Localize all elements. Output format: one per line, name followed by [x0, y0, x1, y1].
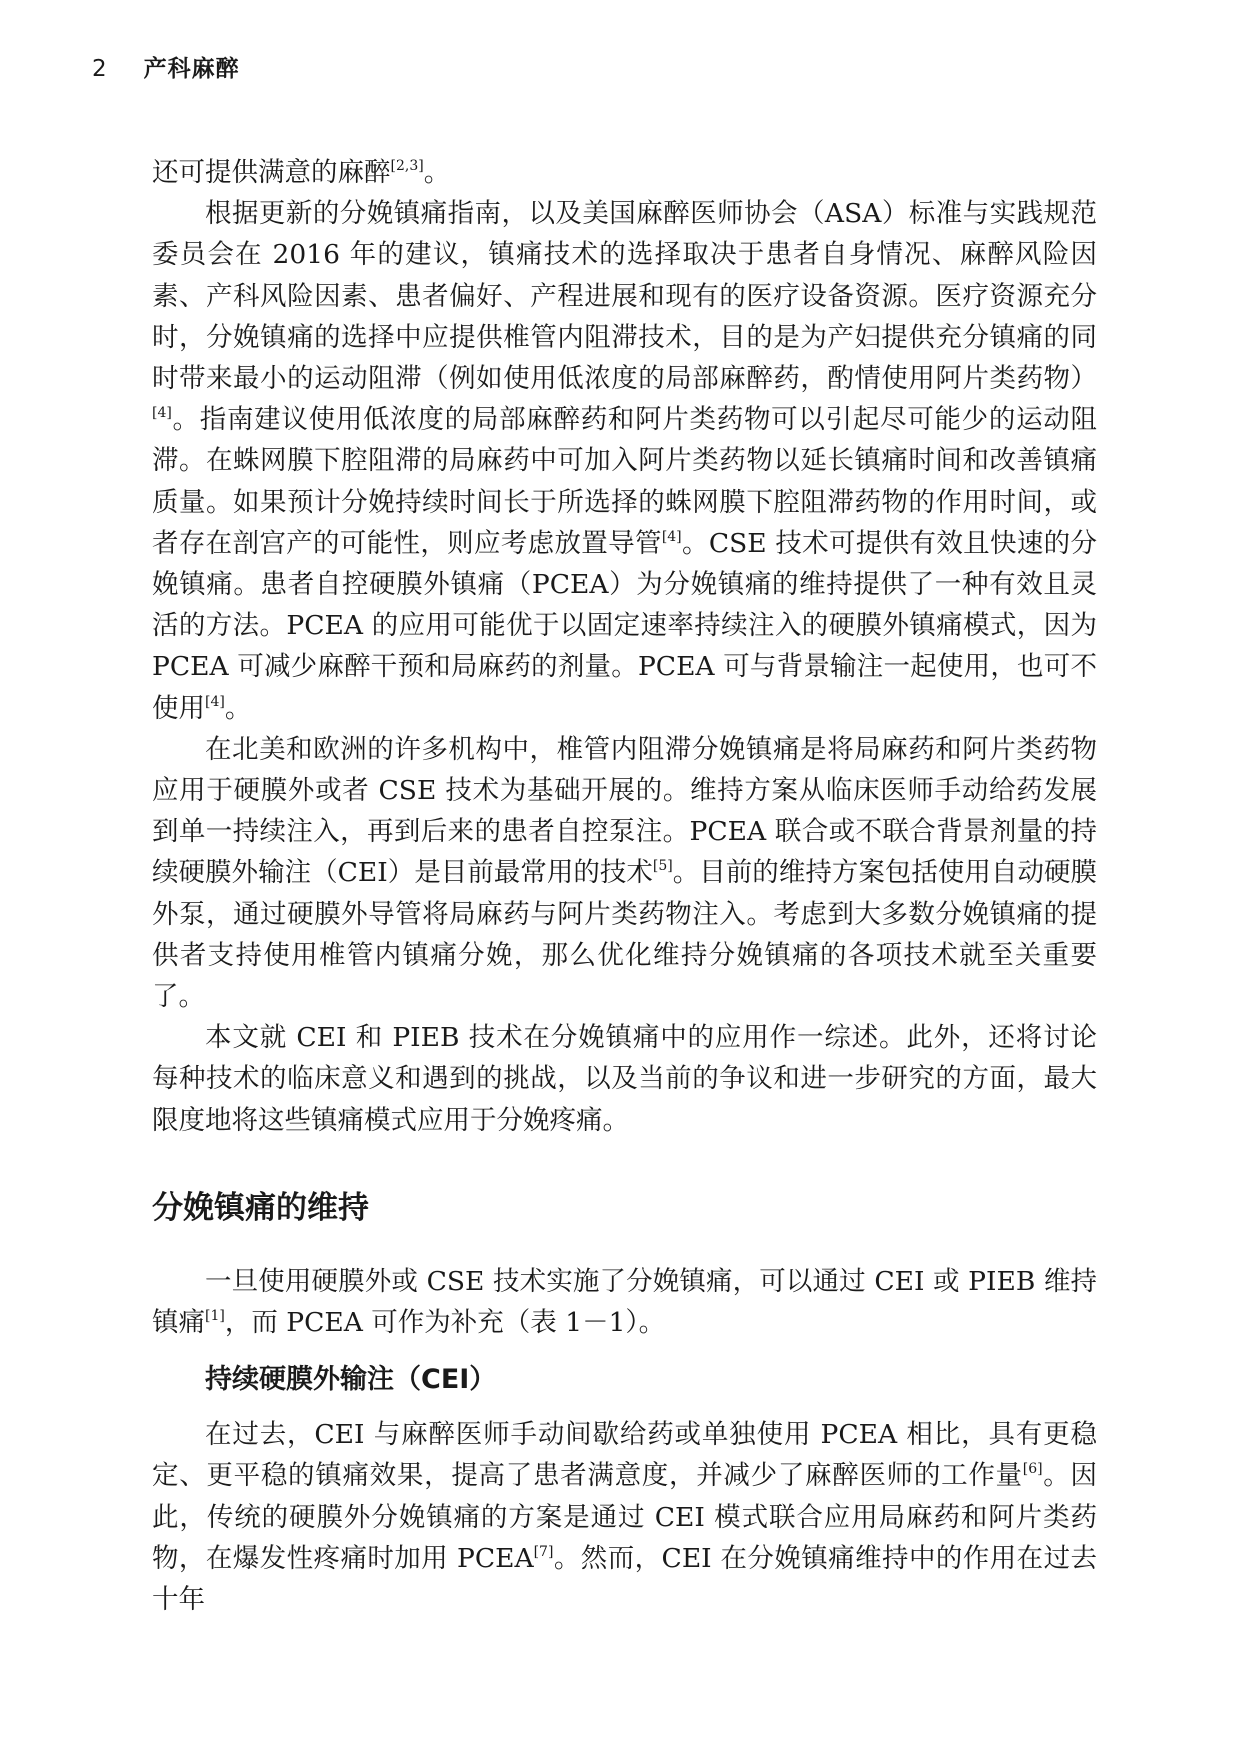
paragraph-text: ，而 PCEA 可作为补充（表 1－1）。 [224, 1307, 666, 1339]
citation-ref: [7] [533, 1543, 554, 1560]
paragraph-guidelines [152, 193, 1097, 729]
running-header [92, 50, 240, 83]
section-heading: 分娩镇痛的维持 [152, 1189, 369, 1226]
paragraph-overview [152, 1017, 1097, 1141]
paragraph-text: 。CSE 技术可提供有效且快速的分娩镇痛。患者自控硬膜外镇痛（PCEA）为分娩镇痛的维持提供了一种有效且灵活的方法。PCEA 的应用可能优于以固定速率持续注入的硬膜外镇痛模式，因为 PCEA 可减少麻醉干预和局麻药的剂量。PCEA 可与背景输注一起使用，也可不使用 [152, 527, 1098, 724]
paragraph-text: 在北美和欧洲的许多机构中，椎管内阻滞分娩镇痛是将局麻药和阿片类药物应用于硬膜外或者 CSE 技术为基础开展的。维持方案从临床医师手动给药发展到单一持续注入，再到后来的患者自控泵注。PCEA 联合或不联合背景剂量的持续硬膜外输注（CEI）是目前最常用的技术 [152, 733, 1097, 889]
paragraph-text: 在过去，CEI 与麻醉医师手动间歇给药或单独使用 PCEA 相比，具有更稳定、更平稳的镇痛效果，提高了患者满意度，并减少了麻醉医师的工作量 [152, 1419, 1097, 1492]
paragraph-text: 根据更新的分娩镇痛指南，以及美国麻醉医师协会（ASA）标准与实践规范委员会在 2016 年的建议，镇痛技术的选择取决于患者自身情况、麻醉风险因素、产科风险因素、患者偏好、产程进展和现有的医疗设备资源。医疗资源充分时，分娩镇痛的选择中应提供椎管内阻滞技术，目的是为产妇提供充分镇痛的同时带来最小的运动阻滞（例如使用低浓度的局部麻醉药，酌情使用阿片类药物） [152, 198, 1097, 395]
page-body [152, 152, 1097, 1620]
paragraph-text: 。指南建议使用低浓度的局部麻醉药和阿片类药物可以引起尽可能少的运动阻滞。在蛛网膜下腔阻滞的局麻药中可加入阿片类药物以延长镇痛时间和改善镇痛质量。如果预计分娩持续时间长于所选择的蛛网膜下腔阻滞药物的作用时间，或者存在剖宫产的可能性，则应考虑放置导管 [152, 404, 1097, 559]
paragraph-text: 一旦使用硬膜外或 CSE 技术实施了分娩镇痛，可以通过 CEI 或 PIEB 维持镇痛 [152, 1265, 1097, 1339]
citation-ref: [4] [205, 693, 225, 710]
page-number: 2 [92, 56, 108, 82]
paragraph-institutions [152, 729, 1097, 1017]
paragraph-text: 还可提供满意的麻醉 [152, 157, 391, 188]
paragraph-text: 。然而，CEI 在分娩镇痛维持中的作用在过去十年 [152, 1542, 1097, 1616]
book-title: 产科麻醉 [143, 56, 240, 82]
paragraph-text: 。目前的维持方案包括使用自动硬膜外泵，通过硬膜外导管将局麻药与阿片类药物注入。考虑到大多数分娩镇痛的提供者支持使用椎管内镇痛分娩，那么优化维持分娩镇痛的各项技术就至关重要了。 [152, 857, 1097, 1013]
subsection-heading: 持续硬膜外输注（CEI） [205, 1364, 497, 1396]
citation-ref: [5] [652, 858, 673, 875]
paragraph-text: 。因此，传统的硬膜外分娩镇痛的方案是通过 CEI 模式联合应用局麻药和阿片类药物，在爆发性疼痛时加用 PCEA [152, 1460, 1097, 1574]
citation-ref: [6] [1022, 1461, 1043, 1478]
paragraph-continued [152, 152, 1097, 193]
paragraph-cei [152, 1414, 1097, 1620]
citation-ref: [4] [152, 405, 172, 422]
paragraph-text: 本文就 CEI 和 PIEB 技术在分娩镇痛中的应用作一综述。此外，还将讨论每种技术的临床意义和遇到的挑战，以及当前的争议和进一步研究的方面，最大限度地将这些镇痛模式应用于分娩疼痛。 [152, 1022, 1097, 1136]
citation-ref: [2,3] [390, 158, 424, 174]
paragraph-text: 。 [423, 157, 451, 188]
paragraph-maintenance [152, 1261, 1097, 1343]
citation-ref: [1] [205, 1308, 225, 1325]
citation-ref: [4] [661, 528, 682, 545]
paragraph-text: 。 [224, 692, 252, 724]
